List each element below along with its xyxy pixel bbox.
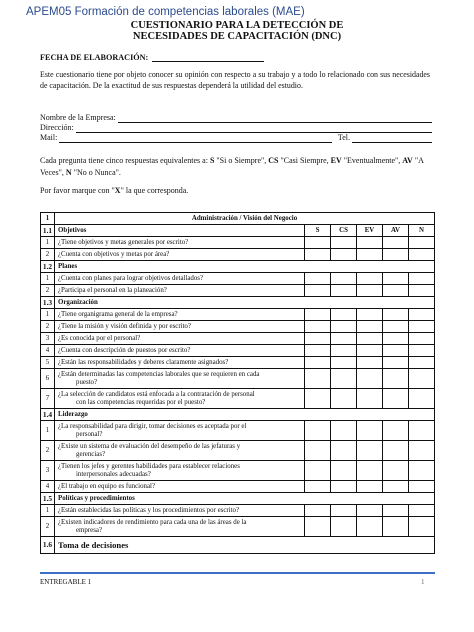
answer-cell-n[interactable] xyxy=(409,333,435,345)
answer-cell-n[interactable] xyxy=(409,273,435,285)
answer-cell-ev[interactable] xyxy=(357,309,383,321)
answer-cell-av[interactable] xyxy=(383,333,409,345)
question-row xyxy=(41,273,435,285)
answer-cell-n[interactable] xyxy=(409,441,435,461)
answer-cell-ev[interactable] xyxy=(357,285,383,297)
answer-cell-cs[interactable] xyxy=(331,517,357,537)
direccion-input-line[interactable] xyxy=(76,125,432,133)
answer-cell-n[interactable] xyxy=(409,389,435,409)
answer-cell-av[interactable] xyxy=(383,249,409,261)
answer-cell-s[interactable] xyxy=(305,321,331,333)
subsection-number: 1.2 xyxy=(41,261,55,273)
subsection-row xyxy=(41,225,435,237)
answer-cell-n[interactable] xyxy=(409,505,435,517)
answer-cell-s[interactable] xyxy=(305,237,331,249)
question-text-line: puesto? xyxy=(76,378,98,386)
question-text: ¿Tiene organigrama general de la empresa? xyxy=(55,309,305,321)
answer-cell-cs[interactable] xyxy=(331,505,357,517)
question-number: 5 xyxy=(41,357,55,369)
legend-av-text: "A Veces", xyxy=(40,156,424,177)
answer-cell-s[interactable] xyxy=(305,461,331,481)
legend-ev-code: EV xyxy=(330,156,342,165)
question-row xyxy=(41,461,435,481)
answer-cell-cs[interactable] xyxy=(331,249,357,261)
answer-cell-cs[interactable] xyxy=(331,461,357,481)
answer-cell-ev[interactable] xyxy=(357,249,383,261)
field-row-direccion xyxy=(40,123,432,133)
table-header-row xyxy=(41,213,435,225)
answer-cell-cs[interactable] xyxy=(331,421,357,441)
answer-cell-ev[interactable] xyxy=(357,441,383,461)
question-text-line: gerencias? xyxy=(76,450,106,458)
column-n: N xyxy=(409,225,435,237)
section-number: 1 xyxy=(41,213,55,225)
subsection-row xyxy=(41,261,435,273)
answer-cell-av[interactable] xyxy=(383,389,409,409)
answer-cell-cs[interactable] xyxy=(331,389,357,409)
answer-cell-ev[interactable] xyxy=(357,389,383,409)
question-number: 4 xyxy=(41,481,55,493)
answer-cell-s[interactable] xyxy=(305,421,331,441)
question-row xyxy=(41,389,435,409)
question-row xyxy=(41,369,435,389)
answer-cell-cs[interactable] xyxy=(331,285,357,297)
column-s: S xyxy=(305,225,331,237)
subsection-row xyxy=(41,297,435,309)
answer-cell-cs[interactable] xyxy=(331,333,357,345)
column-av: AV xyxy=(383,225,409,237)
question-text: ¿Cuenta con objetivos y metas por área? xyxy=(55,249,305,261)
answer-cell-av[interactable] xyxy=(383,481,409,493)
question-text xyxy=(55,389,305,409)
answer-cell-av[interactable] xyxy=(383,309,409,321)
question-number: 2 xyxy=(41,321,55,333)
subsection-title: Liderazgo xyxy=(55,409,435,421)
subsection-number: 1.6 xyxy=(41,537,55,554)
section-title: Administración / Visión del Negocio xyxy=(55,213,435,225)
question-text-line: interpersonales adecuadas? xyxy=(76,470,151,478)
question-text: ¿Cuenta con descripción de puestos por escrito? xyxy=(55,345,305,357)
question-row xyxy=(41,309,435,321)
answer-cell-s[interactable] xyxy=(305,357,331,369)
empresa-input-line[interactable] xyxy=(118,115,432,123)
legend-intro: Cada pregunta tiene cinco respuestas equivalentes a: xyxy=(40,156,208,165)
title-line-2: NECESIDADES DE CAPACITACIÓN (DNC) xyxy=(132,31,342,42)
legend-n-text: "No o Nunca". xyxy=(73,167,121,177)
subsection-row xyxy=(41,537,435,554)
question-row xyxy=(41,481,435,493)
answer-cell-av[interactable] xyxy=(383,273,409,285)
answer-cell-n[interactable] xyxy=(409,421,435,441)
answer-cell-s[interactable] xyxy=(305,481,331,493)
answer-cell-ev[interactable] xyxy=(357,345,383,357)
answer-cell-ev[interactable] xyxy=(357,505,383,517)
answer-cell-cs[interactable] xyxy=(331,481,357,493)
answer-cell-av[interactable] xyxy=(383,357,409,369)
answer-cell-ev[interactable] xyxy=(357,461,383,481)
column-cs: CS xyxy=(331,225,357,237)
question-number: 1 xyxy=(41,421,55,441)
question-number: 1 xyxy=(41,237,55,249)
answer-cell-av[interactable] xyxy=(383,461,409,481)
tel-label: Tel. xyxy=(337,133,350,142)
question-text: ¿Están las responsabilidades y deberes claramente asignados? xyxy=(55,357,305,369)
question-number: 2 xyxy=(41,441,55,461)
column-ev: EV xyxy=(357,225,383,237)
question-text: ¿El trabajo en equipo es funcional? xyxy=(55,481,305,493)
answer-cell-cs[interactable] xyxy=(331,321,357,333)
question-text: ¿Participa el personal en la planeación? xyxy=(55,285,305,297)
fecha-elaboracion xyxy=(40,53,264,62)
mail-input-line[interactable] xyxy=(59,135,332,143)
answer-cell-av[interactable] xyxy=(383,321,409,333)
question-number: 4 xyxy=(41,345,55,357)
answer-cell-cs[interactable] xyxy=(331,237,357,249)
question-text-line: ¿Existen indicadores de rendimiento para cada una de las áreas de la xyxy=(58,518,247,526)
answer-cell-cs[interactable] xyxy=(331,345,357,357)
question-text: ¿Cuenta con planes para lograr objetivos detallados? xyxy=(55,273,305,285)
answer-cell-ev[interactable] xyxy=(357,481,383,493)
answer-cell-ev[interactable] xyxy=(357,333,383,345)
answer-cell-ev[interactable] xyxy=(357,321,383,333)
question-text: ¿Están establecidas las políticas y los procedimientos por escrito? xyxy=(55,505,305,517)
question-row xyxy=(41,237,435,249)
question-row xyxy=(41,441,435,461)
subsection-number: 1.1 xyxy=(41,225,55,237)
question-text-line: ¿Tienen los jefes y gerentes habilidades para establecer relaciones xyxy=(58,462,240,470)
direccion-label: Dirección: xyxy=(40,123,74,132)
legend-s-text: "Si o Siempre", xyxy=(216,156,267,165)
subsection-title: Toma de decisiones xyxy=(55,537,435,554)
footer-entregable: ENTREGABLE 1 xyxy=(40,578,92,586)
question-row xyxy=(41,285,435,297)
question-row xyxy=(41,333,435,345)
legend-cs-code: CS xyxy=(268,156,279,165)
question-number: 6 xyxy=(41,369,55,389)
intro-paragraph: Este cuestionario tiene por objeto conocer su opinión con respecto a su trabajo y a todo lo relacionado con sus necesidades de capacitación. De la exactitud de sus respuestas dependerá la utilidad del estudio. xyxy=(40,70,430,90)
response-legend xyxy=(40,155,432,178)
answer-cell-n[interactable] xyxy=(409,517,435,537)
subsection-row xyxy=(41,493,435,505)
answer-cell-n[interactable] xyxy=(409,285,435,297)
question-row xyxy=(41,249,435,261)
marque-x: X xyxy=(114,186,121,195)
title-line-1: CUESTIONARIO PARA LA DETECCIÓN DE xyxy=(130,20,344,31)
answer-cell-n[interactable] xyxy=(409,461,435,481)
question-text xyxy=(55,517,305,537)
answer-cell-cs[interactable] xyxy=(331,441,357,461)
question-text-line: ¿Están determinadas las competencias laborales que se requieren en cada xyxy=(58,370,260,378)
answer-cell-s[interactable] xyxy=(305,345,331,357)
answer-cell-s[interactable] xyxy=(305,369,331,389)
question-text: ¿Es conocida por el personal? xyxy=(55,333,305,345)
answer-cell-n[interactable] xyxy=(409,369,435,389)
answer-cell-ev[interactable] xyxy=(357,273,383,285)
answer-cell-cs[interactable] xyxy=(331,273,357,285)
marque-instruction xyxy=(40,186,188,195)
answer-cell-s[interactable] xyxy=(305,309,331,321)
subsection-title: Objetivos xyxy=(55,225,305,237)
answer-cell-ev[interactable] xyxy=(357,357,383,369)
answer-cell-cs[interactable] xyxy=(331,309,357,321)
answer-cell-n[interactable] xyxy=(409,321,435,333)
answer-cell-av[interactable] xyxy=(383,369,409,389)
legend-s-code: S xyxy=(209,156,215,165)
question-text-line: ¿La responsabilidad para dirigir, tomar decisiones es aceptada por el xyxy=(58,422,247,430)
tel-input-line[interactable] xyxy=(352,135,432,143)
answer-cell-s[interactable] xyxy=(305,333,331,345)
legend-ev-text: "Eventualmente", xyxy=(343,156,401,165)
answer-cell-av[interactable] xyxy=(383,237,409,249)
question-number: 7 xyxy=(41,389,55,409)
answer-cell-s[interactable] xyxy=(305,389,331,409)
question-text-line: con las competencias requeridas por el puesto? xyxy=(76,398,206,406)
answer-cell-av[interactable] xyxy=(383,441,409,461)
answer-cell-n[interactable] xyxy=(409,357,435,369)
answer-cell-cs[interactable] xyxy=(331,357,357,369)
footer-divider xyxy=(40,572,435,574)
answer-cell-ev[interactable] xyxy=(357,421,383,441)
marque-after: " la que corresponda. xyxy=(120,186,189,195)
question-row xyxy=(41,421,435,441)
answer-cell-av[interactable] xyxy=(383,505,409,517)
legend-cs-text: "Casi Siempre, xyxy=(280,156,329,165)
field-row-mail xyxy=(40,133,432,143)
subsection-title: Políticas y procedimientos xyxy=(55,493,435,505)
answer-cell-n[interactable] xyxy=(409,249,435,261)
question-row xyxy=(41,357,435,369)
mail-label: Mail: xyxy=(40,133,58,142)
marque-before: Por favor marque con " xyxy=(40,186,115,195)
question-row xyxy=(41,517,435,537)
answer-cell-n[interactable] xyxy=(409,309,435,321)
question-text-line: ¿Existe un sistema de evaluación del desempeño de las jefaturas y xyxy=(58,442,241,450)
question-text xyxy=(55,441,305,461)
subsection-number: 1.3 xyxy=(41,297,55,309)
question-number: 2 xyxy=(41,517,55,537)
answer-cell-ev[interactable] xyxy=(357,237,383,249)
question-text-line: ¿La selección de candidatos está enfocada a la contratación de personal xyxy=(58,390,255,398)
question-row xyxy=(41,321,435,333)
question-text xyxy=(55,461,305,481)
questionnaire-table xyxy=(40,212,435,554)
subsection-number: 1.5 xyxy=(41,493,55,505)
answer-cell-cs[interactable] xyxy=(331,369,357,389)
fecha-label: FECHA DE ELABORACIÓN: xyxy=(40,53,149,62)
answer-cell-s[interactable] xyxy=(305,285,331,297)
answer-cell-av[interactable] xyxy=(383,345,409,357)
answer-cell-n[interactable] xyxy=(409,481,435,493)
subsection-row xyxy=(41,409,435,421)
question-number: 1 xyxy=(41,309,55,321)
subsection-number: 1.4 xyxy=(41,409,55,421)
question-text: ¿Tiene objetivos y metas generales por escrito? xyxy=(55,237,305,249)
answer-cell-n[interactable] xyxy=(409,237,435,249)
answer-cell-ev[interactable] xyxy=(357,369,383,389)
answer-cell-s[interactable] xyxy=(305,441,331,461)
legend-av-code: AV xyxy=(402,156,413,165)
answer-cell-s[interactable] xyxy=(305,249,331,261)
question-row xyxy=(41,505,435,517)
legend-n-code: N xyxy=(65,167,72,177)
question-number: 2 xyxy=(41,285,55,297)
answer-cell-av[interactable] xyxy=(383,421,409,441)
answer-cell-av[interactable] xyxy=(383,517,409,537)
answer-cell-s[interactable] xyxy=(305,273,331,285)
question-text xyxy=(55,421,305,441)
question-number: 1 xyxy=(41,273,55,285)
question-number: 3 xyxy=(41,333,55,345)
answer-cell-s[interactable] xyxy=(305,517,331,537)
question-text: ¿Tiene la misión y visión definida y por escrito? xyxy=(55,321,305,333)
question-row xyxy=(41,345,435,357)
fecha-input-line[interactable] xyxy=(152,53,264,62)
company-fields xyxy=(40,113,432,143)
question-text-line: empresa? xyxy=(76,526,103,534)
page-number: 1 xyxy=(421,578,425,586)
question-number: 1 xyxy=(41,505,55,517)
document-header: APEM05 Formación de competencias laborales (MAE) xyxy=(26,6,305,18)
question-number: 3 xyxy=(41,461,55,481)
question-text xyxy=(55,369,305,389)
empresa-label: Nombre de la Empresa: xyxy=(40,113,116,122)
subsection-title: Organización xyxy=(55,297,435,309)
question-number: 2 xyxy=(41,249,55,261)
answer-cell-ev[interactable] xyxy=(357,517,383,537)
field-row-empresa xyxy=(40,113,432,123)
answer-cell-n[interactable] xyxy=(409,345,435,357)
answer-cell-s[interactable] xyxy=(305,505,331,517)
subsection-title: Planes xyxy=(55,261,435,273)
question-text-line: personal? xyxy=(76,430,103,438)
answer-cell-av[interactable] xyxy=(383,285,409,297)
